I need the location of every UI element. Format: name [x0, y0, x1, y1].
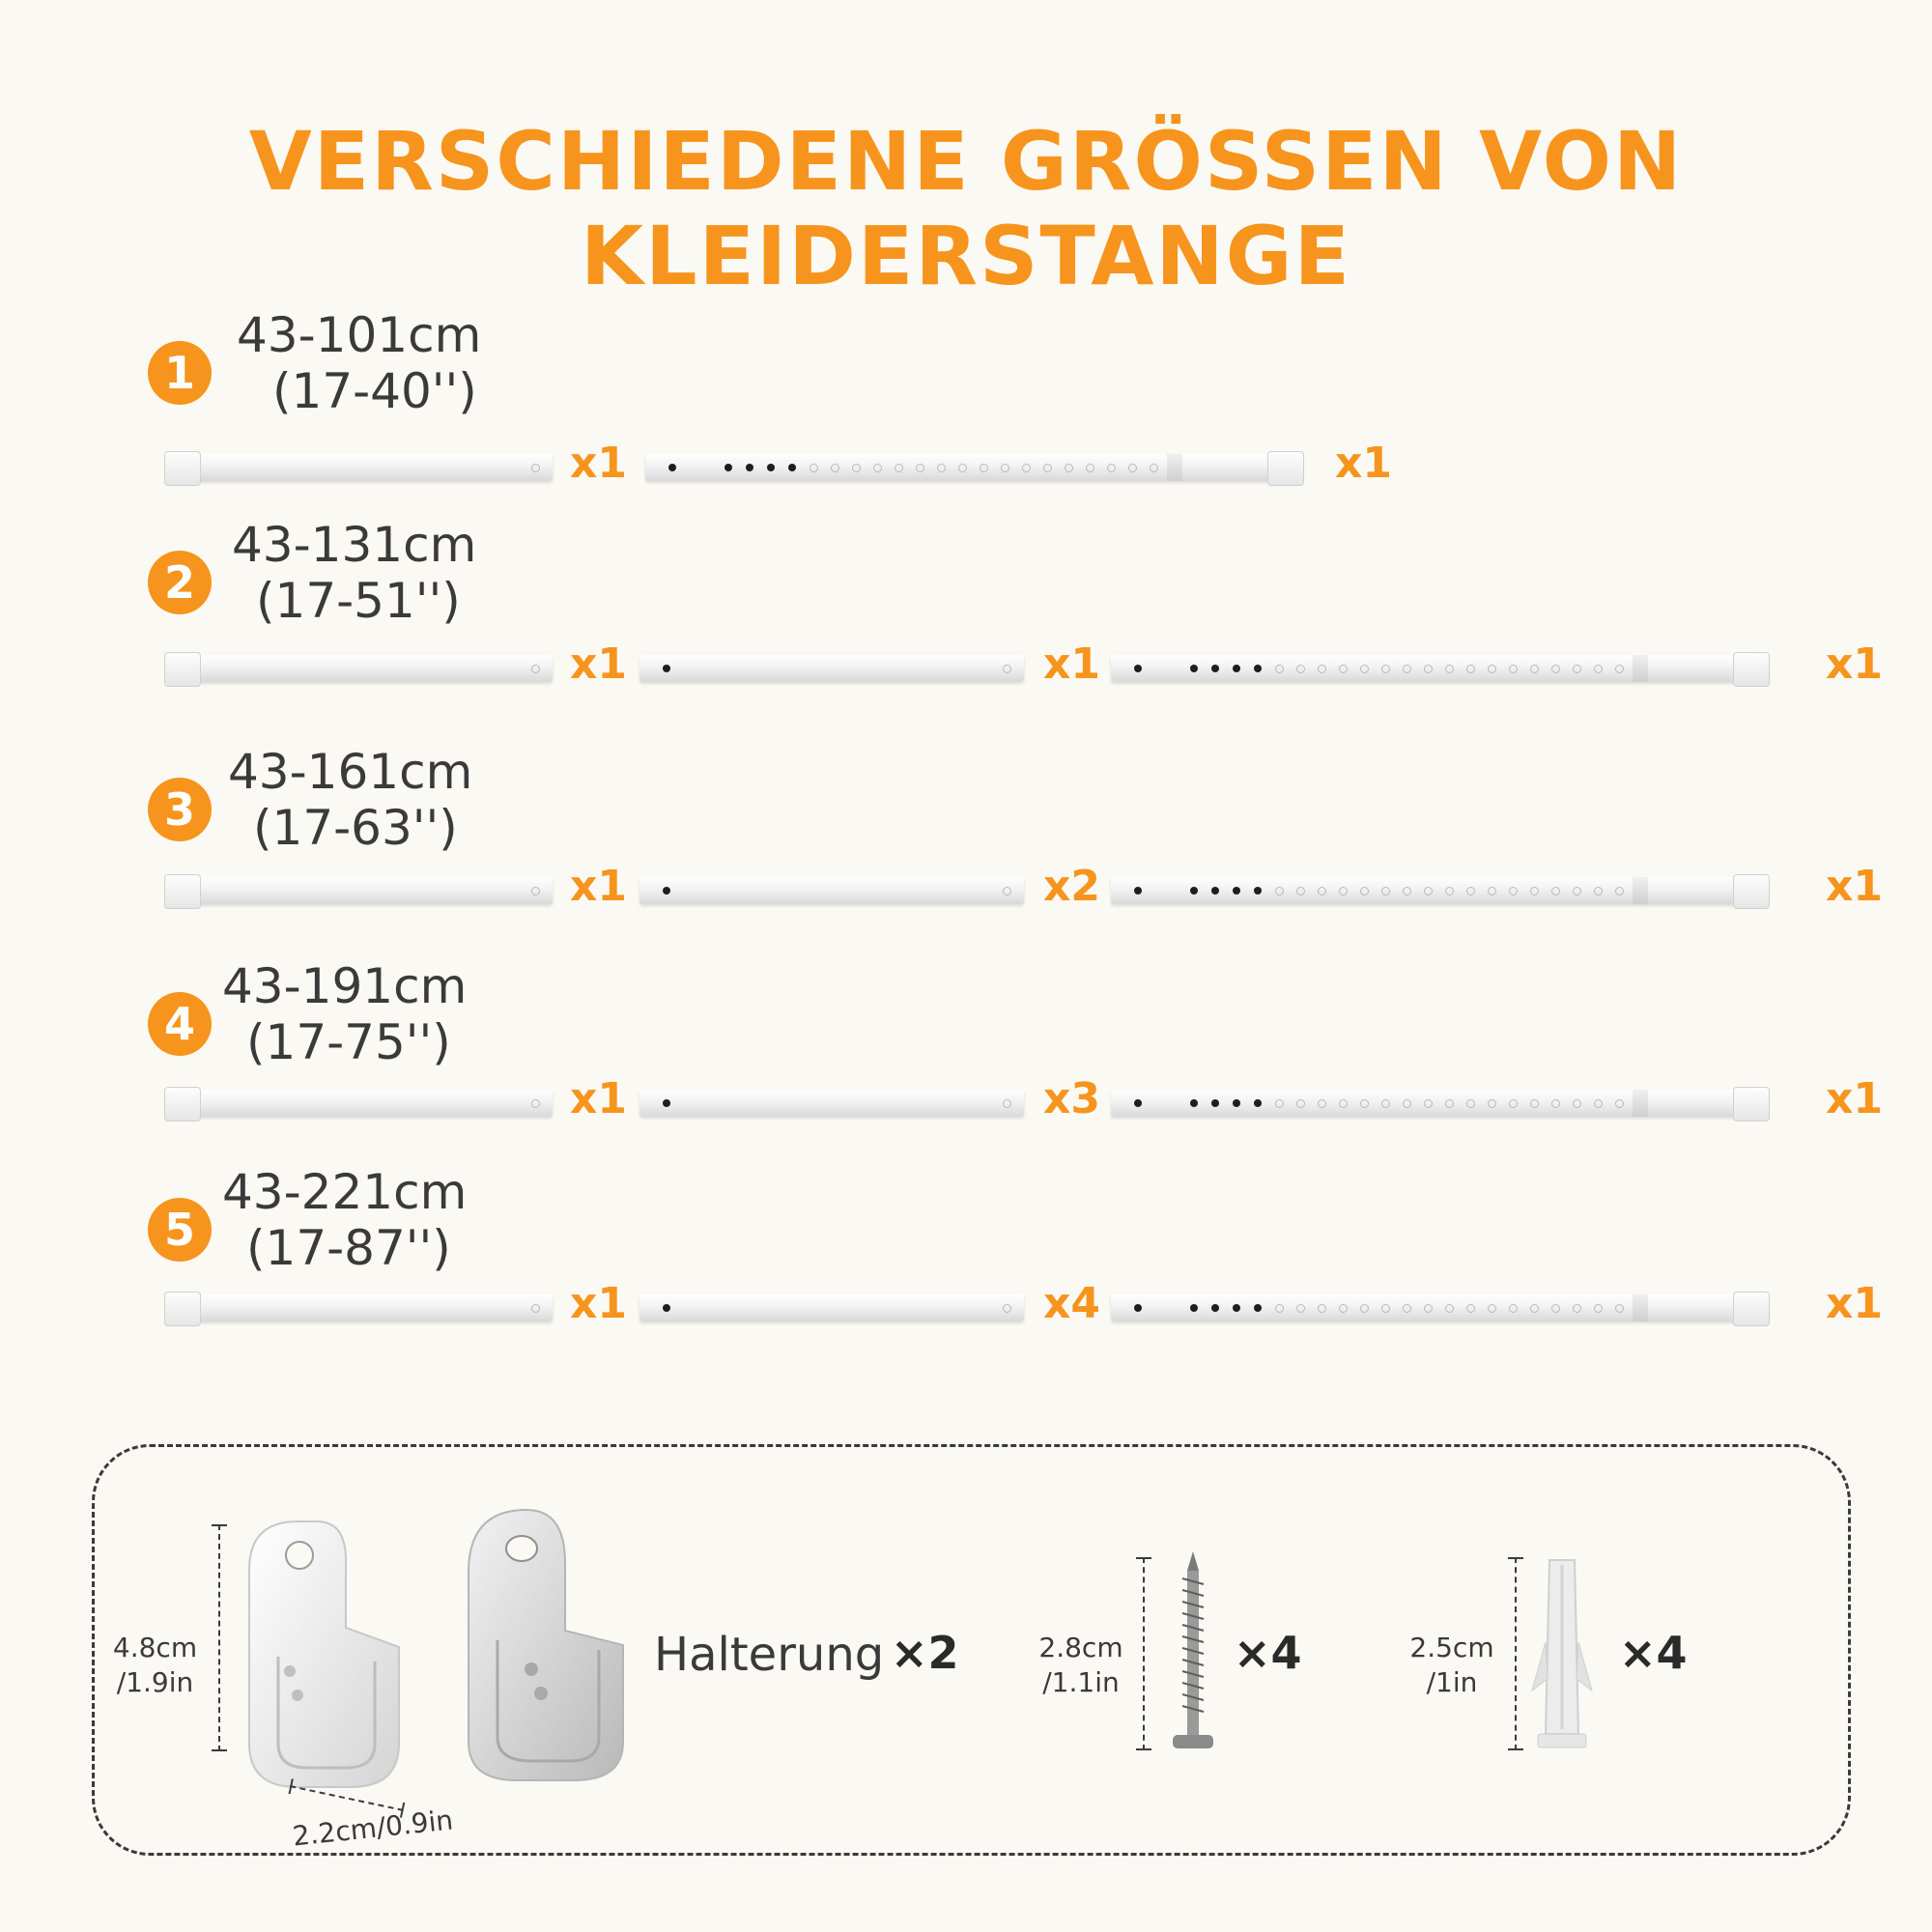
rod-hole: [1424, 1099, 1433, 1108]
rod-hole: [1445, 887, 1454, 895]
size-range-inch: (17-63''): [253, 800, 458, 856]
screw-length-line: [1143, 1557, 1145, 1750]
rod-hole: [1254, 665, 1262, 672]
rod-end-cap: [164, 451, 201, 486]
rod-hole: [1615, 665, 1624, 673]
bracket-height-label: [104, 1631, 206, 1700]
part-quantity: x1: [1826, 639, 1883, 689]
rod-hole: [1211, 1304, 1219, 1312]
part-quantity: x1: [570, 862, 627, 911]
rod-hole: [1573, 1099, 1581, 1108]
end-rod: [166, 1090, 553, 1117]
rod-hole: [831, 464, 839, 472]
extension-rod: [639, 1294, 1024, 1321]
rod-hole: [1233, 1099, 1240, 1107]
rod-hole: [1339, 887, 1348, 895]
rod-hole: [663, 1099, 670, 1107]
rod-hole: [1190, 665, 1198, 672]
rod-hole: [1318, 665, 1326, 673]
rod-hole: [1509, 665, 1518, 673]
rod-sleeve: [1633, 1090, 1648, 1117]
adjustable-rod: [1111, 1294, 1768, 1321]
rod-sleeve: [1633, 655, 1648, 682]
rod-hole: [1615, 1099, 1624, 1108]
anchor-length-line: [1515, 1557, 1517, 1750]
bracket-front-image: [240, 1502, 413, 1792]
rod-hole: [873, 464, 882, 472]
part-quantity: x1: [1826, 862, 1883, 911]
rod-hole: [1211, 665, 1219, 672]
rod-hole: [1466, 665, 1475, 673]
rod-hole: [1488, 887, 1496, 895]
rod-hole: [1466, 1099, 1475, 1108]
page-title: VERSCHIEDENE GRÖSSEN VON KLEIDERSTANGE: [248, 114, 1684, 303]
rod-hole: [1530, 1099, 1539, 1108]
part-quantity: x1: [1826, 1074, 1883, 1123]
rod-hole: [916, 464, 924, 472]
rod-hole: [1360, 665, 1369, 673]
extension-rod: [639, 655, 1024, 682]
part-quantity: x2: [1043, 862, 1100, 911]
rod-hole: [1275, 887, 1284, 895]
adjustable-rod: [1111, 1090, 1768, 1117]
rod-hole: [531, 1304, 540, 1313]
rod-hole: [1360, 1099, 1369, 1108]
rod-hole: [1403, 1304, 1411, 1313]
rod-hole: [1296, 1304, 1305, 1313]
rod-hole: [1107, 464, 1116, 472]
rod-hole: [1275, 1099, 1284, 1108]
size-range-inch: (17-87''): [246, 1220, 451, 1276]
rod-hole: [1530, 1304, 1539, 1313]
rod-hole: [1403, 665, 1411, 673]
size-range-cm: 43-131cm: [232, 517, 477, 573]
rod-hole: [531, 1099, 540, 1108]
rod-hole: [531, 464, 540, 472]
rod-hole: [1318, 1304, 1326, 1313]
rod-hole: [1339, 1099, 1348, 1108]
rod-hole: [1190, 1099, 1198, 1107]
rod-hole: [1233, 665, 1240, 672]
rod-hole: [1381, 887, 1390, 895]
rod-hole: [958, 464, 967, 472]
rod-hole: [663, 887, 670, 895]
rod-hole: [1488, 665, 1496, 673]
adjustable-rod: [1111, 877, 1768, 904]
screw-qty: ×4: [1234, 1627, 1302, 1679]
size-range-cm: 43-161cm: [228, 744, 473, 800]
rod-hole: [1134, 887, 1142, 895]
rod-hole: [1128, 464, 1137, 472]
rod-hole: [1296, 1099, 1305, 1108]
bracket-angled-image: [454, 1495, 633, 1785]
option-number-badge: 1: [148, 341, 212, 405]
extension-rod: [639, 877, 1024, 904]
part-quantity: x1: [1043, 639, 1100, 689]
bracket-label: Halterung: [654, 1628, 885, 1682]
rod-hole: [1003, 887, 1011, 895]
rod-end-cap: [164, 874, 201, 909]
anchor-length-cm: 2.5cm: [1409, 1632, 1494, 1663]
rod-hole: [895, 464, 903, 472]
rod-hole: [1381, 1099, 1390, 1108]
end-rod: [166, 655, 553, 682]
rod-sleeve: [1633, 1294, 1648, 1321]
size-range-cm: 43-101cm: [237, 307, 482, 363]
rod-hole: [1134, 665, 1142, 672]
rod-hole: [1360, 887, 1369, 895]
rod-end-cap: [164, 1292, 201, 1326]
rod-hole: [1318, 1099, 1326, 1108]
rod-hole: [1594, 1304, 1603, 1313]
rod-hole: [746, 464, 753, 471]
rod-hole: [1296, 665, 1305, 673]
rod-hole: [1275, 665, 1284, 673]
part-quantity: x1: [570, 439, 627, 488]
rod-hole: [531, 887, 540, 895]
rod-hole: [1509, 887, 1518, 895]
rod-hole: [1134, 1304, 1142, 1312]
rod-hole: [1150, 464, 1158, 472]
part-quantity: x1: [570, 1279, 627, 1328]
bracket-height-cm: 4.8cm: [112, 1632, 198, 1663]
rod-hole: [1211, 887, 1219, 895]
size-range-cm: 43-221cm: [222, 1164, 468, 1220]
rod-hole: [1381, 1304, 1390, 1313]
rod-hole: [531, 665, 540, 673]
part-quantity: x1: [1826, 1279, 1883, 1328]
rod-hole: [1233, 1304, 1240, 1312]
bracket-height-in: /1.9in: [116, 1666, 194, 1698]
rod-hole: [1594, 665, 1603, 673]
size-range-inch: (17-40''): [272, 363, 477, 419]
rod-end-cap: [1733, 874, 1770, 909]
adjustable-rod: [1111, 655, 1768, 682]
rod-hole: [1615, 1304, 1624, 1313]
rod-hole: [1211, 1099, 1219, 1107]
rod-end-cap: [1733, 1292, 1770, 1326]
rod-hole: [1424, 887, 1433, 895]
option-number-badge: 3: [148, 778, 212, 841]
rod-hole: [1594, 887, 1603, 895]
screw-image: [1171, 1551, 1215, 1754]
screw-length-cm: 2.8cm: [1038, 1632, 1123, 1663]
part-quantity: x1: [570, 1074, 627, 1123]
rod-hole: [1615, 887, 1624, 895]
size-range-inch: (17-75''): [246, 1014, 451, 1070]
rod-hole: [1551, 1099, 1560, 1108]
part-quantity: x1: [1335, 439, 1392, 488]
rod-hole: [1445, 1304, 1454, 1313]
rod-hole: [1424, 665, 1433, 673]
rod-hole: [1466, 887, 1475, 895]
rod-hole: [1509, 1304, 1518, 1313]
rod-hole: [1573, 665, 1581, 673]
rod-hole: [1001, 464, 1009, 472]
rod-hole: [1445, 665, 1454, 673]
rod-hole: [663, 665, 670, 672]
screw-length-label: [1028, 1631, 1134, 1700]
rod-hole: [1086, 464, 1094, 472]
option-number-badge: 5: [148, 1198, 212, 1262]
rod-hole: [1530, 665, 1539, 673]
option-number-badge: 2: [148, 551, 212, 614]
rod-hole: [1233, 887, 1240, 895]
anchor-length-label: [1399, 1631, 1505, 1700]
rod-hole: [663, 1304, 670, 1312]
rod-hole: [1466, 1304, 1475, 1313]
screw-length-in: /1.1in: [1042, 1666, 1120, 1698]
rod-hole: [1043, 464, 1052, 472]
rod-hole: [1003, 1304, 1011, 1313]
rod-hole: [1573, 887, 1581, 895]
rod-hole: [1594, 1099, 1603, 1108]
rod-hole: [668, 464, 676, 471]
end-rod: [166, 1294, 553, 1321]
wall-anchor-image: [1528, 1555, 1596, 1753]
rod-hole: [1403, 1099, 1411, 1108]
rod-end-cap: [164, 1087, 201, 1122]
rod-hole: [1318, 887, 1326, 895]
rod-hole: [1488, 1304, 1496, 1313]
rod-hole: [1254, 1304, 1262, 1312]
rod-end-cap: [164, 652, 201, 687]
part-quantity: x4: [1043, 1279, 1100, 1328]
rod-hole: [724, 464, 732, 471]
size-range-cm: 43-191cm: [222, 958, 468, 1014]
rod-hole: [1003, 665, 1011, 673]
rod-hole: [1190, 887, 1198, 895]
part-quantity: x1: [570, 639, 627, 689]
rod-hole: [1065, 464, 1073, 472]
rod-hole: [1551, 1304, 1560, 1313]
rod-hole: [1551, 665, 1560, 673]
rod-hole: [1275, 1304, 1284, 1313]
rod-hole: [1022, 464, 1031, 472]
rod-hole: [1254, 887, 1262, 895]
rod-hole: [810, 464, 818, 472]
end-rod: [166, 877, 553, 904]
rod-sleeve: [1167, 454, 1182, 481]
option-number-badge: 4: [148, 992, 212, 1056]
rod-hole: [852, 464, 861, 472]
part-quantity: x3: [1043, 1074, 1100, 1123]
rod-hole: [1296, 887, 1305, 895]
rod-hole: [767, 464, 775, 471]
rod-hole: [788, 464, 796, 471]
anchor-length-in: /1in: [1426, 1666, 1478, 1698]
rod-hole: [980, 464, 988, 472]
rod-hole: [1403, 887, 1411, 895]
rod-hole: [1488, 1099, 1496, 1108]
extension-rod: [639, 1090, 1024, 1117]
end-rod: [166, 454, 553, 481]
adjustable-rod: [645, 454, 1302, 481]
rod-sleeve: [1633, 877, 1648, 904]
bracket-height-line: [218, 1524, 220, 1751]
rod-hole: [1339, 1304, 1348, 1313]
bracket-qty: ×2: [891, 1627, 959, 1679]
rod-hole: [1530, 887, 1539, 895]
bracket-width-label: 2.2cm/0.9in: [291, 1804, 455, 1853]
rod-end-cap: [1733, 652, 1770, 687]
rod-end-cap: [1733, 1087, 1770, 1122]
anchor-qty: ×4: [1619, 1627, 1688, 1679]
rod-hole: [1360, 1304, 1369, 1313]
rod-hole: [1003, 1099, 1011, 1108]
rod-hole: [1134, 1099, 1142, 1107]
rod-hole: [1424, 1304, 1433, 1313]
rod-end-cap: [1267, 451, 1304, 486]
size-range-inch: (17-51''): [256, 573, 461, 629]
rod-hole: [1509, 1099, 1518, 1108]
rod-hole: [1573, 1304, 1581, 1313]
rod-hole: [1381, 665, 1390, 673]
rod-hole: [1190, 1304, 1198, 1312]
rod-hole: [1551, 887, 1560, 895]
rod-hole: [1445, 1099, 1454, 1108]
rod-hole: [1339, 665, 1348, 673]
rod-hole: [1254, 1099, 1262, 1107]
rod-hole: [937, 464, 946, 472]
